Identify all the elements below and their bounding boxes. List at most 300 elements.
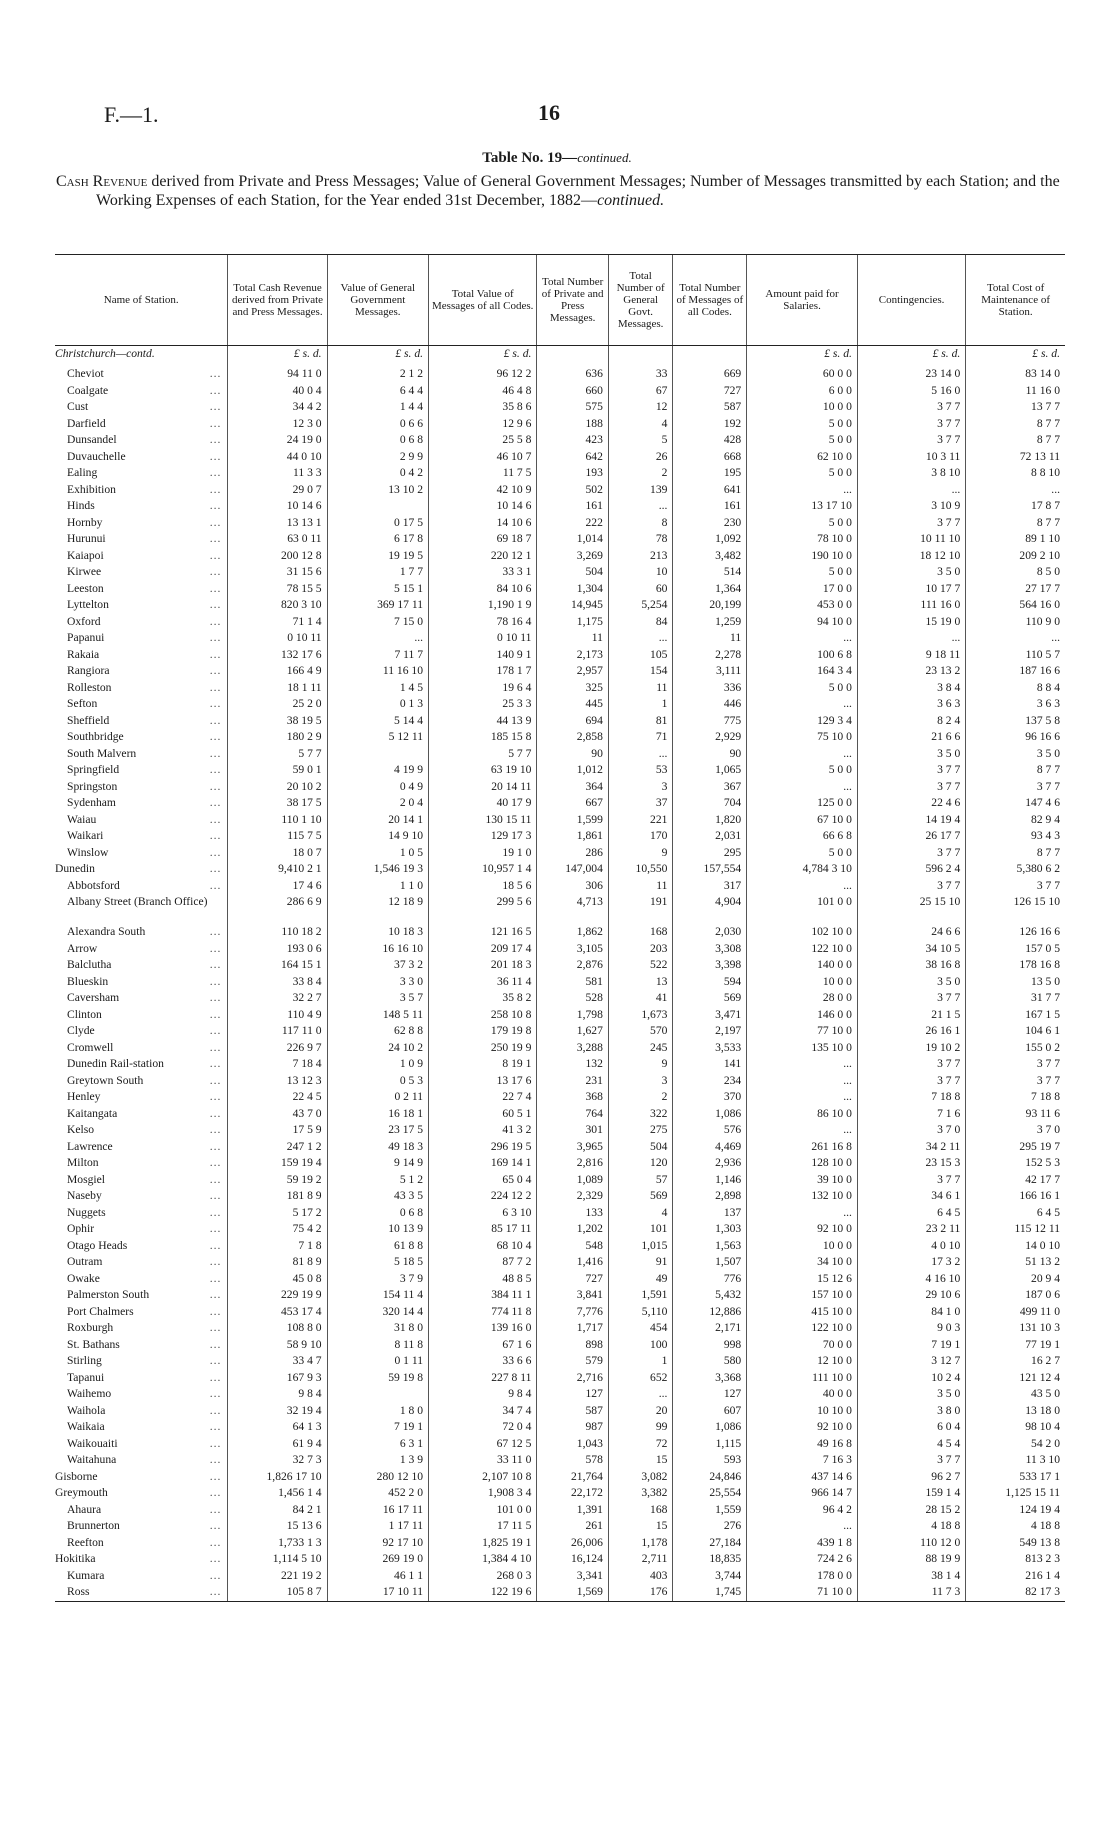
station-name-cell (55, 1370, 228, 1387)
cash-revenue-cell: 286 6 9 (228, 894, 327, 924)
station-name-cell (55, 990, 228, 1007)
govt-value-cell: 19 19 5 (327, 548, 428, 565)
govt-count-cell: 33 (608, 366, 673, 383)
cash-revenue-cell: 18 1 11 (228, 680, 327, 697)
govt-value-cell: 0 1 11 (327, 1353, 428, 1370)
private-count-cell: 3,341 (537, 1568, 608, 1585)
leader-dots: ... (209, 1370, 222, 1384)
table-row (55, 1337, 1065, 1354)
total-value-cell: 8 19 1 (429, 1056, 537, 1073)
salaries-cell: ... (747, 1205, 858, 1222)
station-name: Otago Heads (67, 1238, 128, 1252)
station-name-cell (55, 1436, 228, 1453)
govt-value-cell: 269 19 0 (327, 1551, 428, 1568)
total-value-cell: 140 9 1 (429, 647, 537, 664)
station-name-cell (55, 1172, 228, 1189)
total-value-cell: 179 19 8 (429, 1023, 537, 1040)
total-count-cell: 157,554 (673, 861, 747, 878)
leader-dots: ... (209, 515, 222, 529)
govt-count-cell: 78 (608, 531, 673, 548)
govt-count-cell: 1 (608, 1353, 673, 1370)
govt-value-cell: 61 8 8 (327, 1238, 428, 1255)
document-reference: F.—1. (104, 102, 159, 127)
total-value-cell: 250 19 9 (429, 1040, 537, 1057)
leader-dots: ... (209, 1387, 222, 1400)
cash-revenue-cell: 159 19 4 (228, 1155, 327, 1172)
govt-count-cell: 10 (608, 564, 673, 581)
total-count-cell: 18,835 (673, 1551, 747, 1568)
table-row (55, 531, 1065, 548)
total-value-cell: 19 6 4 (429, 680, 537, 697)
station-name-cell (55, 1271, 228, 1288)
maintenance-cell: 14 0 10 (966, 1238, 1065, 1255)
total-count-cell: 704 (673, 795, 747, 812)
cash-revenue-cell: 820 3 10 (228, 597, 327, 614)
maintenance-cell: 121 12 4 (966, 1370, 1065, 1387)
table-row (55, 564, 1065, 581)
cash-revenue-cell: 29 0 7 (228, 482, 327, 499)
total-count-cell: 1,086 (673, 1419, 747, 1436)
total-value-cell: 33 11 0 (429, 1452, 537, 1469)
station-name-cell (55, 399, 228, 416)
table-row (55, 630, 1065, 647)
govt-count-cell: 154 (608, 663, 673, 680)
salaries-cell: ... (747, 746, 858, 763)
station-name: Cust (67, 400, 89, 413)
station-name-cell (55, 416, 228, 433)
govt-count-cell: 9 (608, 845, 673, 862)
total-value-cell: 201 18 3 (429, 957, 537, 974)
station-name: South Malvern (67, 746, 137, 760)
govt-value-cell: 1 4 4 (327, 399, 428, 416)
govt-value-cell: 1 8 0 (327, 1403, 428, 1420)
table-row (55, 1584, 1065, 1601)
station-name-cell (55, 1073, 228, 1090)
govt-value-cell: 16 16 10 (327, 941, 428, 958)
cash-revenue-cell: 13 12 3 (228, 1073, 327, 1090)
table-row (55, 779, 1065, 796)
govt-value-cell: 24 10 2 (327, 1040, 428, 1057)
govt-value-cell: 1 0 9 (327, 1056, 428, 1073)
contingencies-cell: 7 18 8 (857, 1089, 965, 1106)
station-name-cell (55, 1254, 228, 1271)
table-row (55, 1205, 1065, 1222)
contingencies-cell: 111 16 0 (857, 597, 965, 614)
salaries-cell: 28 0 0 (747, 990, 858, 1007)
govt-count-cell: 20 (608, 1403, 673, 1420)
station-name-cell (55, 1320, 228, 1337)
station-name: Milton (67, 1156, 99, 1169)
contingencies-cell: 3 7 0 (857, 1122, 965, 1139)
salaries-cell: 157 10 0 (747, 1287, 858, 1304)
station-name: Hornby (67, 515, 103, 529)
govt-count-cell: 2 (608, 465, 673, 482)
contingencies-cell: 3 8 4 (857, 680, 965, 697)
station-name-cell (55, 845, 228, 862)
govt-count-cell: 168 (608, 1502, 673, 1519)
salaries-cell: 5 0 0 (747, 432, 858, 449)
cash-revenue-cell: 1,456 1 4 (228, 1485, 327, 1502)
table-row (55, 1023, 1065, 1040)
govt-value-cell: 0 2 11 (327, 1089, 428, 1106)
total-value-cell: 129 17 3 (429, 828, 537, 845)
contingencies-cell: 3 7 7 (857, 762, 965, 779)
govt-value-cell: 280 12 10 (327, 1469, 428, 1486)
station-name-cell (55, 1056, 228, 1073)
contingencies-cell: 23 15 3 (857, 1155, 965, 1172)
contingencies-cell: 23 14 0 (857, 366, 965, 383)
station-name: Greytown South (67, 1073, 144, 1087)
total-count-cell: 2,030 (673, 924, 747, 941)
cash-revenue-cell: 59 19 2 (228, 1172, 327, 1189)
private-count-cell: 1,416 (537, 1254, 608, 1271)
leader-dots: ... (209, 367, 222, 380)
station-name: Coalgate (67, 383, 109, 397)
station-name: Kirwee (67, 565, 102, 578)
total-value-cell: 67 1 6 (429, 1337, 537, 1354)
leader-dots: ... (209, 1255, 222, 1268)
station-name-cell (55, 663, 228, 680)
total-value-cell: 1,825 19 1 (429, 1535, 537, 1552)
govt-value-cell: 16 17 11 (327, 1502, 428, 1519)
total-value-cell: 22 7 4 (429, 1089, 537, 1106)
govt-count-cell: 5 (608, 432, 673, 449)
cash-revenue-cell: 18 0 7 (228, 845, 327, 862)
private-count-cell: 898 (537, 1337, 608, 1354)
station-name-cell (55, 713, 228, 730)
leader-dots: ... (209, 974, 222, 988)
station-name-cell (55, 630, 228, 647)
total-count-cell: 1,820 (673, 812, 747, 829)
station-name-cell (55, 1584, 228, 1601)
station-name: Ahaura (67, 1502, 102, 1516)
total-count-cell: 2,936 (673, 1155, 747, 1172)
govt-value-cell: 10 13 9 (327, 1221, 428, 1238)
leader-dots: ... (209, 565, 222, 578)
salaries-cell: 453 0 0 (747, 597, 858, 614)
private-count-cell: 3,841 (537, 1287, 608, 1304)
maintenance-cell: 8 7 7 (966, 762, 1065, 779)
private-count-cell: 3,269 (537, 548, 608, 565)
maintenance-cell: 8 7 7 (966, 515, 1065, 532)
govt-value-cell: 17 10 11 (327, 1584, 428, 1601)
govt-count-cell: 3,082 (608, 1469, 673, 1486)
station-name-cell (55, 941, 228, 958)
govt-value-cell: 369 17 11 (327, 597, 428, 614)
maintenance-cell: 13 7 7 (966, 399, 1065, 416)
station-name-cell (55, 647, 228, 664)
station-name-cell (55, 366, 228, 383)
total-count-cell: 5,432 (673, 1287, 747, 1304)
salaries-cell: 6 0 0 (747, 383, 858, 400)
maintenance-cell: 93 11 6 (966, 1106, 1065, 1123)
total-count-cell: 295 (673, 845, 747, 862)
total-count-cell: 727 (673, 383, 747, 400)
govt-count-cell: 120 (608, 1155, 673, 1172)
table-row (55, 878, 1065, 895)
govt-count-cell: 191 (608, 894, 673, 924)
maintenance-cell: 20 9 4 (966, 1271, 1065, 1288)
salaries-cell: ... (747, 630, 858, 647)
heading-continued: continued. (597, 192, 665, 209)
table-row (55, 1271, 1065, 1288)
salaries-cell: 125 0 0 (747, 795, 858, 812)
contingencies-cell: 5 16 0 (857, 383, 965, 400)
station-name-cell (55, 1353, 228, 1370)
station-name: Gisborne (55, 1469, 98, 1483)
maintenance-cell: 5,380 6 2 (966, 861, 1065, 878)
station-name: Oxford (67, 614, 101, 628)
contingencies-cell: 3 5 0 (857, 1386, 965, 1403)
col-header-total-count: Total Number of Messages of all Codes. (673, 255, 747, 346)
leader-dots: ... (209, 1420, 222, 1433)
col-header-contingencies: Contingencies. (857, 255, 965, 346)
leader-dots: ... (209, 958, 222, 971)
station-name-cell (55, 1221, 228, 1238)
station-name: Caversham (67, 991, 120, 1004)
page-number: 16 (538, 100, 560, 125)
maintenance-cell: 1,125 15 11 (966, 1485, 1065, 1502)
col-header-maintenance: Total Cost of Maintenance of Station. (966, 255, 1065, 346)
station-name: Hinds (67, 499, 95, 512)
maintenance-cell: 115 12 11 (966, 1221, 1065, 1238)
total-count-cell: 1,745 (673, 1584, 747, 1601)
leader-dots: ... (209, 1073, 222, 1087)
leader-dots: ... (209, 1585, 222, 1598)
table-row (55, 498, 1065, 515)
station-name-cell (55, 924, 228, 941)
total-count-cell: 1,146 (673, 1172, 747, 1189)
cash-revenue-cell: 7 1 8 (228, 1238, 327, 1255)
govt-value-cell: 37 3 2 (327, 957, 428, 974)
govt-value-cell: 4 19 9 (327, 762, 428, 779)
govt-count-cell: 15 (608, 1452, 673, 1469)
govt-count-cell: 11 (608, 680, 673, 697)
total-count-cell: 1,259 (673, 614, 747, 631)
leader-dots: ... (209, 1453, 222, 1466)
station-name: Henley (67, 1090, 101, 1103)
maintenance-cell: 82 17 3 (966, 1584, 1065, 1601)
private-count-cell: 1,599 (537, 812, 608, 829)
maintenance-cell: 564 16 0 (966, 597, 1065, 614)
total-count-cell: 161 (673, 498, 747, 515)
station-name-cell (55, 828, 228, 845)
total-count-cell: 514 (673, 564, 747, 581)
leader-dots: ... (209, 746, 222, 760)
station-name-cell (55, 861, 228, 878)
total-count-cell: 2,197 (673, 1023, 747, 1040)
salaries-cell: 5 0 0 (747, 564, 858, 581)
cash-revenue-cell: 61 9 4 (228, 1436, 327, 1453)
contingencies-cell: 7 1 6 (857, 1106, 965, 1123)
leader-dots: ... (209, 598, 222, 611)
contingencies-cell: 19 10 2 (857, 1040, 965, 1057)
station-name: Port Chalmers (67, 1304, 134, 1318)
cash-revenue-cell: 38 17 5 (228, 795, 327, 812)
station-name-cell (55, 762, 228, 779)
govt-value-cell (327, 1386, 428, 1403)
contingencies-cell: 4 0 10 (857, 1238, 965, 1255)
table-row (55, 1139, 1065, 1156)
contingencies-cell: 4 18 8 (857, 1518, 965, 1535)
contingencies-cell: ... (857, 630, 965, 647)
cash-revenue-cell: 166 4 9 (228, 663, 327, 680)
govt-count-cell: 71 (608, 729, 673, 746)
salaries-cell: 78 10 0 (747, 531, 858, 548)
contingencies-cell: 596 2 4 (857, 861, 965, 878)
contingencies-cell: 3 8 0 (857, 1403, 965, 1420)
contingencies-cell: 88 19 9 (857, 1551, 965, 1568)
maintenance-cell: 110 5 7 (966, 647, 1065, 664)
total-count-cell: 192 (673, 416, 747, 433)
station-name: Alexandra South (67, 925, 146, 938)
contingencies-cell: 15 19 0 (857, 614, 965, 631)
salaries-cell: 966 14 7 (747, 1485, 858, 1502)
govt-value-cell: 20 14 1 (327, 812, 428, 829)
contingencies-cell: 110 12 0 (857, 1535, 965, 1552)
maintenance-cell: 3 7 7 (966, 878, 1065, 895)
leader-dots: ... (209, 1205, 222, 1219)
total-value-cell: 130 15 11 (429, 812, 537, 829)
salaries-cell: 40 0 0 (747, 1386, 858, 1403)
total-count-cell: 4,469 (673, 1139, 747, 1156)
leader-dots: ... (209, 925, 222, 938)
table-row (55, 845, 1065, 862)
maintenance-cell: 131 10 3 (966, 1320, 1065, 1337)
total-count-cell: 24,846 (673, 1469, 747, 1486)
private-count-cell: 286 (537, 845, 608, 862)
private-count-cell: 575 (537, 399, 608, 416)
private-count-cell: 502 (537, 482, 608, 499)
salaries-cell: 75 10 0 (747, 729, 858, 746)
table-row (55, 399, 1065, 416)
govt-count-cell: 4 (608, 416, 673, 433)
total-value-cell: 169 14 1 (429, 1155, 537, 1172)
cash-revenue-cell: 229 19 9 (228, 1287, 327, 1304)
govt-count-cell: 67 (608, 383, 673, 400)
cash-revenue-cell: 63 0 11 (228, 531, 327, 548)
total-value-cell: 296 19 5 (429, 1139, 537, 1156)
total-count-cell: 276 (673, 1518, 747, 1535)
cash-revenue-cell: 117 11 0 (228, 1023, 327, 1040)
salaries-cell: 102 10 0 (747, 924, 858, 941)
contingencies-cell: 10 3 11 (857, 449, 965, 466)
station-name: Ophir (67, 1222, 95, 1235)
govt-value-cell: 5 12 11 (327, 729, 428, 746)
station-name-cell (55, 1551, 228, 1568)
private-count-cell: 21,764 (537, 1469, 608, 1486)
total-count-cell: 1,507 (673, 1254, 747, 1271)
total-count-cell: 594 (673, 974, 747, 991)
table-row (55, 614, 1065, 631)
govt-value-cell: 9 14 9 (327, 1155, 428, 1172)
govt-count-cell: 84 (608, 614, 673, 631)
table-row (55, 1452, 1065, 1469)
maintenance-cell: 3 7 7 (966, 1073, 1065, 1090)
govt-count-cell: 53 (608, 762, 673, 779)
table-row (55, 861, 1065, 878)
unit-label: £ s. d. (327, 346, 428, 367)
cash-revenue-cell: 221 19 2 (228, 1568, 327, 1585)
cash-revenue-cell: 59 0 1 (228, 762, 327, 779)
govt-count-cell: 3 (608, 779, 673, 796)
total-value-cell: 25 5 8 (429, 432, 537, 449)
salaries-cell: 96 4 2 (747, 1502, 858, 1519)
salaries-cell: 49 16 8 (747, 1436, 858, 1453)
govt-value-cell: 62 8 8 (327, 1023, 428, 1040)
salaries-cell: 122 10 0 (747, 1320, 858, 1337)
salaries-cell: 4,784 3 10 (747, 861, 858, 878)
private-count-cell: 161 (537, 498, 608, 515)
private-count-cell: 1,391 (537, 1502, 608, 1519)
contingencies-cell: 9 0 3 (857, 1320, 965, 1337)
total-count-cell: 587 (673, 399, 747, 416)
govt-count-cell: 570 (608, 1023, 673, 1040)
maintenance-cell: 124 19 4 (966, 1502, 1065, 1519)
cash-revenue-cell: 31 15 6 (228, 564, 327, 581)
govt-count-cell: 60 (608, 581, 673, 598)
contingencies-cell: 4 5 4 (857, 1436, 965, 1453)
total-value-cell: 10 14 6 (429, 498, 537, 515)
table-row (55, 1238, 1065, 1255)
station-name: Kaitangata (67, 1106, 118, 1120)
total-value-cell: 72 0 4 (429, 1419, 537, 1436)
total-count-cell: 2,278 (673, 647, 747, 664)
contingencies-cell: 29 10 6 (857, 1287, 965, 1304)
total-value-cell: 6 3 10 (429, 1205, 537, 1222)
cash-revenue-cell: 115 7 5 (228, 828, 327, 845)
private-count-cell: 1,627 (537, 1023, 608, 1040)
govt-value-cell: 10 18 3 (327, 924, 428, 941)
cash-revenue-cell: 12 3 0 (228, 416, 327, 433)
total-value-cell: 33 6 6 (429, 1353, 537, 1370)
leader-dots: ... (209, 796, 222, 809)
private-count-cell: 2,329 (537, 1188, 608, 1205)
table-row (55, 1419, 1065, 1436)
total-value-cell: 227 8 11 (429, 1370, 537, 1387)
salaries-cell: 261 16 8 (747, 1139, 858, 1156)
private-count-cell: 1,014 (537, 531, 608, 548)
maintenance-cell: 4 18 8 (966, 1518, 1065, 1535)
contingencies-cell: 3 7 7 (857, 990, 965, 1007)
station-name: Sydenham (67, 796, 116, 809)
station-name-cell (55, 1205, 228, 1222)
salaries-cell: 77 10 0 (747, 1023, 858, 1040)
station-name: Darfield (67, 416, 106, 430)
leader-dots: ... (209, 1189, 222, 1202)
maintenance-cell: 13 5 0 (966, 974, 1065, 991)
station-name: Blueskin (67, 974, 109, 988)
station-name-cell (55, 1188, 228, 1205)
contingencies-cell: 8 2 4 (857, 713, 965, 730)
table-row (55, 729, 1065, 746)
total-value-cell: 121 16 5 (429, 924, 537, 941)
govt-value-cell: 7 19 1 (327, 1419, 428, 1436)
govt-value-cell: 0 6 8 (327, 1205, 428, 1222)
govt-count-cell: 203 (608, 941, 673, 958)
station-name: Papanui (67, 631, 105, 644)
contingencies-cell: 24 6 6 (857, 924, 965, 941)
govt-count-cell: 15 (608, 1518, 673, 1535)
private-count-cell: 528 (537, 990, 608, 1007)
govt-count-cell: 1,015 (608, 1238, 673, 1255)
station-name-cell (55, 1155, 228, 1172)
station-name: Rakaia (67, 647, 100, 661)
station-name: Owake (67, 1271, 100, 1285)
total-value-cell: 139 16 0 (429, 1320, 537, 1337)
table-row (55, 597, 1065, 614)
cash-revenue-cell: 24 19 0 (228, 432, 327, 449)
